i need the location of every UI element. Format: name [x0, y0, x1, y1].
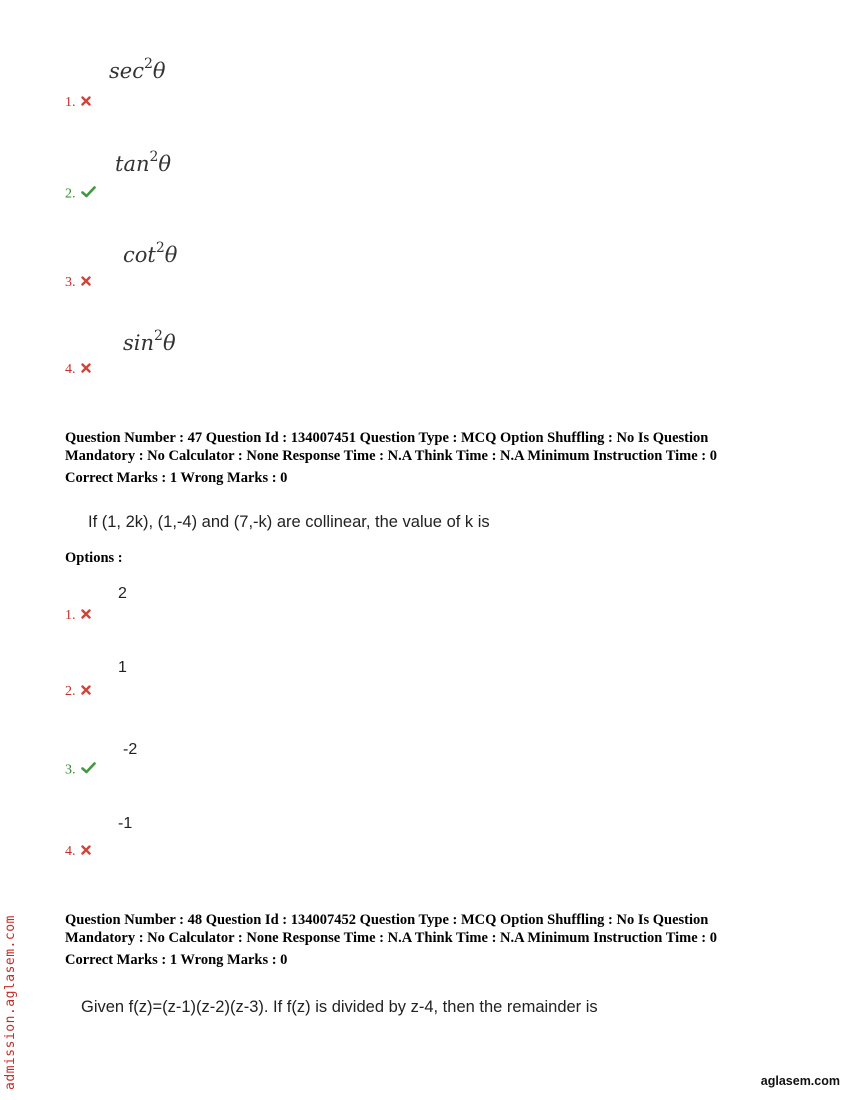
q47-option-1-number: 1. [65, 608, 91, 624]
q46-option-3-number: 3. [65, 275, 91, 291]
q47-question-text: If (1, 2k), (1,-4) and (7,-k) are collinear, the value of k is [88, 513, 490, 531]
q46-option-1-number: 1. [65, 95, 91, 111]
q47-meta [65, 429, 805, 487]
check-icon [81, 186, 96, 203]
q47-option-2-number: 2. [65, 684, 91, 700]
q47-option-4-number: 4. [65, 844, 91, 860]
q48-question-text: Given f(z)=(z-1)(z-2)(z-3). If f(z) is divided by z-4, then the remainder is [81, 998, 598, 1016]
q48-meta-line3: Correct Marks : 1 Wrong Marks : 0 [65, 952, 288, 968]
q46-option-4-math: $\sin^2\theta$ [123, 328, 176, 355]
cross-icon [81, 608, 91, 624]
q47-meta-line1: Question Number : 47 Question Id : 134007451 Question Type : MCQ Option Shuffling : No Is Question [65, 430, 709, 446]
cross-icon [81, 362, 91, 378]
q47-option-2-value: 1 [118, 659, 127, 676]
q46-option-1-math: $\sec^2\theta$ [109, 56, 166, 83]
q47-meta-line3: Correct Marks : 1 Wrong Marks : 0 [65, 470, 288, 486]
q46-option-4-number: 4. [65, 362, 91, 378]
q47-option-4-value: -1 [118, 815, 133, 832]
q46-option-2-number: 2. [65, 186, 96, 203]
footer-brand: aglasem.com [760, 1074, 840, 1088]
cross-icon [81, 844, 91, 860]
cross-icon [81, 684, 91, 700]
q48-meta [65, 911, 805, 969]
watermark: admission.aglasem.com [3, 915, 18, 1090]
q47-option-3-number: 3. [65, 762, 96, 779]
cross-icon [81, 275, 91, 291]
q47-options-label: Options : [65, 550, 123, 566]
q48-meta-line1: Question Number : 48 Question Id : 134007452 Question Type : MCQ Option Shuffling : No Is Question [65, 912, 709, 928]
q48-meta-line2: Mandatory : No Calculator : None Response Time : N.A Think Time : N.A Minimum Instruction Time : 0 [65, 930, 718, 946]
q47-meta-line2: Mandatory : No Calculator : None Response Time : N.A Think Time : N.A Minimum Instruction Time : 0 [65, 448, 718, 464]
q46-option-3-math: $\cot^2\theta$ [123, 240, 178, 267]
q47-option-3-value: -2 [123, 741, 138, 758]
check-icon [81, 762, 96, 779]
q46-option-2-math: $\tan^2\theta$ [115, 149, 172, 176]
q47-option-1-value: 2 [118, 585, 127, 602]
cross-icon [81, 95, 91, 111]
